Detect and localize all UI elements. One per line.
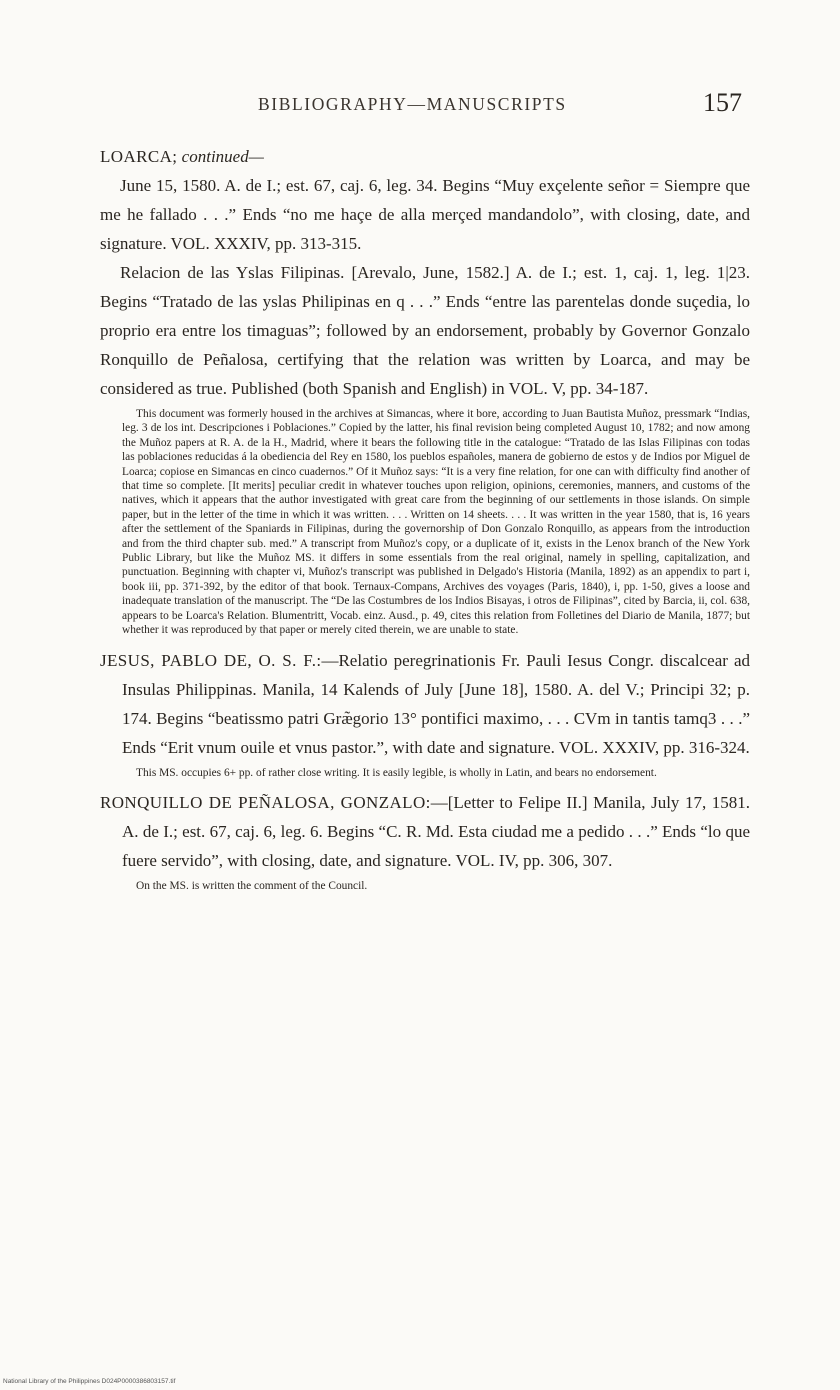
entry-note: This document was formerly housed in the archives at Simancas, where it bore, according to Juan Bautista Muñoz, pressmark “Indias, leg. 3 de los int. Descripciones i Poblaciones.” Copied by the latter, his final revision being completed August 10, 1782; and now among the Muñoz papers at R. A. de la H., Madrid, where it bears the following title in the catalogue: “Tratado de las Islas Filipinas con todas las poblaciones reducidas á la obediencia del Rey en 1580, los pueblos españoles, manera de gobierno de estos y de Indios por Miguel de Loarca; copiose en Simancas en cinco cuadernos.” Of it Muñoz says: “It is a very fine relation, for one can with difficulty find another of that time so complete. [It merits] peculiar credit in whatever touches upon religion, opinions, ceremonies, manners, and customs of the natives, which it appears that the author investigated with great care from the beginning of our settlements in those islands. On simple paper, but in the letter of the time in which it was written. . . . Written on 14 sheets. . . . It was written in the year 1580, that is, 16 years after the settlement of the Spaniards in Filipinas, during the governorship of Don Gonzalo Ronquillo, as appears from the introduction and from the third chapter sub. med.” A transcript from Muñoz's copy, or a duplicate of it, exists in the Lenox branch of the New York Public Library, but like the Muñoz MS. it differs in some essentials from the real original, namely in spelling, capitalization, and punctuation. Beginning with chapter vi, Muñoz's transcript was published in Delgado's Historia (Manila, 1892) as an appendix to part i, book iii, pp. 371-392, by the editor of that book. Ternaux-Compans, Archives des voyages (Paris, 1840), i, pp. 1-50, gives a loose and inadequate translation of the manuscript. The “De las Costumbres de los Indios Bisayas, i otros de Filipinas”, cited by Barcia, ii, col. 638, appears to be Loarca's Relation. Blumentritt, Vocab. einz. Ausd., p. 49, cites this relation from Folletines del Diario de Manila, 1877; but whether it was reproduced by that paper or merely cited therein, we are unable to state. — [122, 408, 750, 637]
entry-heading-loarca — [100, 142, 750, 171]
scan-credit: National Library of the Philippines D024P0000386803157.tif — [3, 1378, 176, 1385]
page-number: 157 — [703, 88, 742, 117]
entry-paragraph: June 15, 1580. A. de I.; est. 67, caj. 6, leg. 34. Begins “Muy exçelente señor = Siempre que me he fallado . . .” Ends “no me haçe de alla merçed mandandolo”, with closing, date, and signature. VOL. XXXIV, pp. 313-315. — [100, 176, 750, 253]
entry-ronquillo — [100, 788, 750, 875]
entry-note: On the MS. is written the comment of the Council. — [136, 879, 368, 892]
entry-text: —[Letter to Felipe II.] Manila, July 17, 1581. A. de I.; est. 67, caj. 6, leg. 6. Begins “C. R. Md. Esta ciudad me a pedido . . .” Ends “lo que fuere servido”, with closing, date, and signature. VOL. IV, pp. 306, 307. — [122, 792, 751, 870]
entry-author: JESUS, PABLO DE, O. S. F.: — [100, 650, 322, 670]
entry-note: This MS. occupies 6+ pp. of rather close writing. It is easily legible, is wholly in Latin, and bears no endorsement. — [136, 766, 657, 779]
entry-heading-suffix: continued— — [181, 147, 264, 166]
entry-author: LOARCA; — [100, 147, 178, 166]
entry-paragraph: Relacion de las Yslas Filipinas. [Arevalo, June, 1582.] A. de I.; est. 1, caj. 1, leg. 1|23. Begins “Tratado de las yslas Philipinas en q . . .” Ends “entre las parentelas donde suçedia, lo proprio era entre los timaguas”; followed by an endorsement, probably by Governor Gonzalo Ronquillo de Peñalosa, certifying that the relation was written by Loarca, and may be considered as true. Published (both Spanish and English) in VOL. V, pp. 34-187. — [100, 263, 750, 398]
running-head: BIBLIOGRAPHY—MANUSCRIPTS — [258, 94, 567, 114]
entry-author: RONQUILLO DE PEÑALOSA, GONZALO: — [100, 792, 431, 812]
entry-text: —Relatio peregrinationis Fr. Pauli Iesus Congr. discalcear ad Insulas Philippinas. Manila, 14 Kalends of July [June 18], 1580. A. del V.; Principi 32; p. 174. Begins “beatissmo patri Græ̃gorio 13° pontifici maximo, . . . CVm in tantis tamq3 . . .” Ends “Erit vnum ouile et vnus pastor.”, with date and signature. VOL. XXXIV, pp. 316-324. — [122, 650, 751, 757]
entry-jesus — [100, 646, 750, 762]
body-text — [100, 142, 750, 899]
